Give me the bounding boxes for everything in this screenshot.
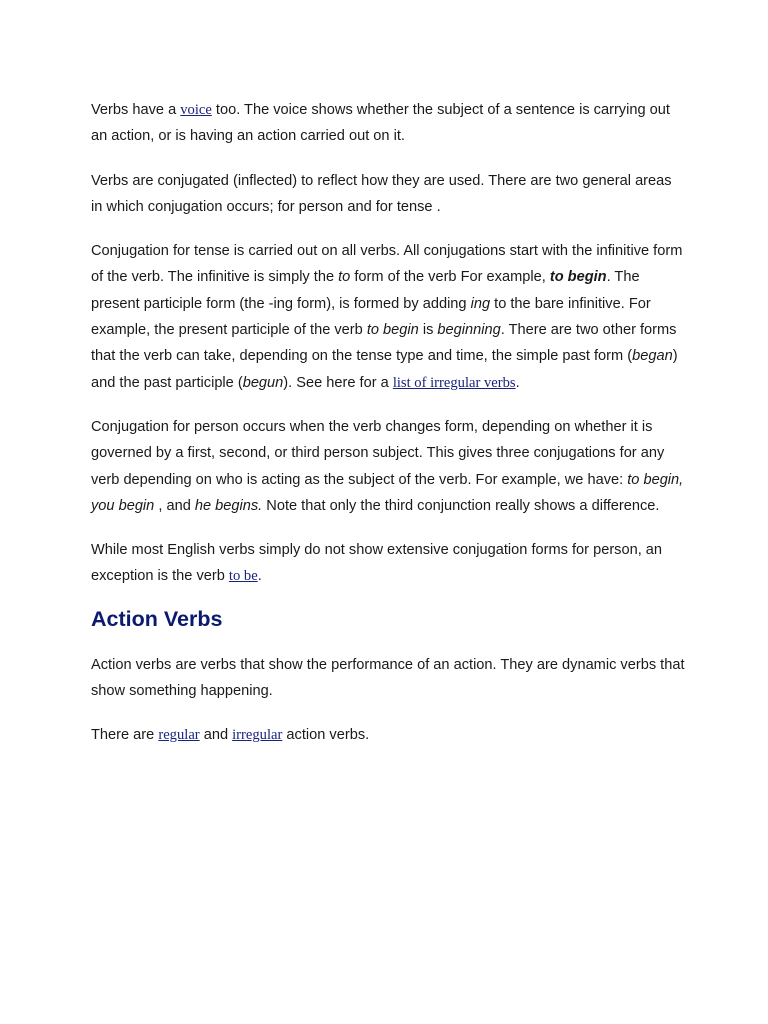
text-run: There are (91, 727, 159, 744)
italic-text: to begin (366, 322, 419, 339)
document-body (91, 97, 685, 749)
paragraph-conjugation-person (91, 414, 685, 519)
text-run: ) and the past participle ( (91, 348, 678, 391)
link-to-be[interactable]: to be (228, 568, 258, 585)
italic-text: ing (470, 295, 491, 312)
link-irregular[interactable]: irregular (232, 727, 283, 744)
text-run: , and (154, 497, 195, 514)
paragraph-conjugation-tense (91, 238, 685, 396)
paragraph-regular-irregular (91, 722, 685, 748)
text-run: form of the verb For example, (350, 269, 550, 286)
text-run: ). See here for a (283, 374, 393, 391)
text-run: Conjugation for person occurs when the verb changes form, depending on whether it is governed by a first, second, or third person subject. This gives three conjugations for any verb depending on who is acting as the subject of the verb. For example, we have: (91, 418, 665, 488)
italic-text: he begins. (194, 497, 263, 514)
section-heading-action-verbs: Action Verbs (91, 606, 223, 631)
text-run: While most English verbs simply do not show extensive conjugation forms for person, an exception is the verb (91, 542, 663, 585)
text-run: Verbs have a (91, 102, 181, 118)
text-run: . (257, 568, 262, 585)
italic-text: to begin, you begin (91, 471, 684, 514)
paragraph-to-be-exception (91, 537, 685, 590)
text-run: . There are two other forms that the verb can take, depending on the tense type and time, the simple past form ( (91, 322, 677, 365)
bold-italic-text: to begin (549, 269, 607, 286)
text-run: . (515, 374, 520, 391)
paragraph-action-verbs-definition: Action verbs are verbs that show the performance of an action. They are dynamic verbs that show something happening. (91, 656, 685, 700)
text-run: Conjugation for tense is carried out on all verbs. All conjugations start with the infinitive form of the verb. The infinitive is simply the (91, 243, 683, 286)
link-voice[interactable]: voice (180, 102, 212, 118)
text-run: is (418, 322, 438, 339)
text-run: too. The voice shows whether the subject of a sentence is carrying out an action, or is having an action carried out on it. (91, 102, 670, 145)
text-run: Note that only the third conjunction really shows a difference. (262, 497, 660, 514)
text-run: to the bare infinitive. For example, the present participle of the verb (91, 295, 651, 339)
link-list-of-irregular-verbs[interactable]: list of irregular verbs (392, 374, 516, 391)
italic-text: began (632, 348, 673, 365)
text-run: and (199, 727, 233, 744)
text-run: . The present participle form (the -ing form), is formed by adding (91, 269, 640, 312)
italic-text: to (338, 269, 351, 286)
paragraph-conjugation-intro: Verbs are conjugated (inflected) to reflect how they are used. There are two general areas in which conjugation occurs; for person and for tense . (91, 172, 672, 215)
text-run: action verbs. (282, 727, 370, 744)
italic-text: begun (242, 374, 284, 391)
link-regular[interactable]: regular (158, 727, 200, 744)
italic-text: beginning (437, 322, 501, 339)
paragraph-voice (91, 97, 685, 150)
